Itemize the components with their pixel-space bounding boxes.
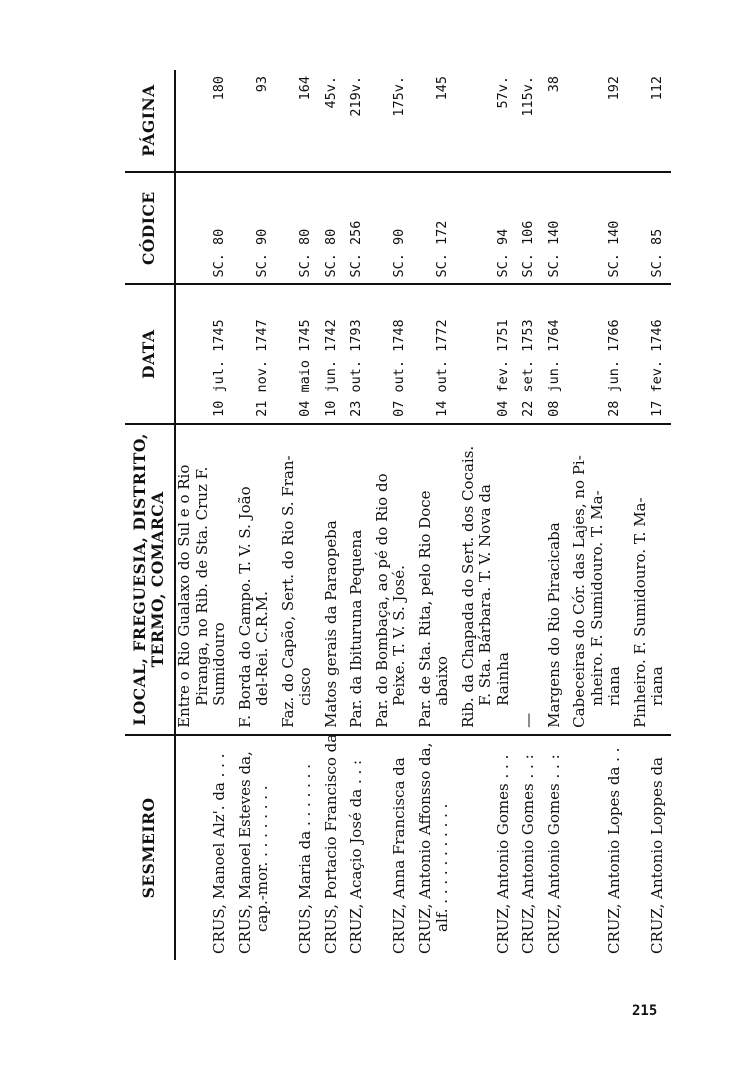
local-line: Entre o Rio Gualaxo do Sul e o Rio <box>175 464 193 728</box>
pagina-line: 112 <box>649 76 665 101</box>
table-row <box>516 70 542 960</box>
cell-sesmeiro <box>567 735 628 960</box>
cell-sesmeiro <box>542 735 568 960</box>
cell-pagina <box>413 70 456 172</box>
sesmeiro-line: alf. . . . . . . . . . . . <box>433 803 451 932</box>
cell-sesmeiro <box>370 735 413 960</box>
table-row <box>542 70 568 960</box>
cell-data <box>567 284 628 423</box>
codice-line: SC. 90 <box>254 228 270 278</box>
header-local-line2: TERMO, COMARCA <box>147 491 167 668</box>
cell-pagina <box>456 70 517 172</box>
codice-line: SC. 256 <box>348 220 364 278</box>
cell-local <box>628 424 671 735</box>
local-line: F. Borda do Campo. T. V. S. João <box>235 486 254 728</box>
cell-local <box>233 424 276 735</box>
table-row <box>233 70 276 960</box>
cell-local <box>344 424 370 735</box>
pagina-line: 93 <box>254 76 270 93</box>
cell-pagina <box>233 70 276 172</box>
cell-codice <box>542 172 568 285</box>
table-row <box>344 70 370 960</box>
local-line: Pinheiro. F. Sumidouro. T. Ma- <box>630 497 649 728</box>
table-row <box>175 70 233 960</box>
data-line: 17 fev. 1746 <box>649 319 665 417</box>
local-line: abaixo <box>433 656 451 706</box>
cell-pagina <box>344 70 370 172</box>
local-line: — <box>519 712 537 728</box>
sesmeiro-line: CRUS, Manoel Alz'. da . . . <box>210 753 228 954</box>
header-data: DATA <box>125 284 175 423</box>
local-line: Piranga, no Rib. de Sta. Cruz F. <box>192 466 211 706</box>
sesmeiro-line: CRUS, Manoel Esteves da, <box>235 751 254 954</box>
data-line: 22 set. 1753 <box>520 319 536 417</box>
cell-sesmeiro <box>344 735 370 960</box>
cell-sesmeiro <box>516 735 542 960</box>
cell-sesmeiro <box>233 735 276 960</box>
pagina-line: 175v. <box>391 76 407 117</box>
local-line: Rib. da Chapada do Sert. dos Cocais. <box>458 445 477 728</box>
pagina-line: 115v. <box>520 76 536 117</box>
codice-line: SC. 90 <box>391 228 407 278</box>
sesmeiro-line: cap.-mor. . . . . . . . . <box>253 785 271 932</box>
cell-pagina <box>276 70 319 172</box>
local-line: F. Sta. Bárbara. T. V. Nova da <box>476 484 494 706</box>
cell-data <box>276 284 319 423</box>
cell-data <box>344 284 370 423</box>
codice-line: SC. 94 <box>494 228 511 278</box>
sesmeiro-line: CRUZ, Antonio Gomes . . . <box>493 754 512 954</box>
cell-sesmeiro <box>413 735 456 960</box>
pagina-line: 164 <box>297 76 313 101</box>
local-line: Par. do Bombaça, ao pé do Rio do <box>372 473 391 728</box>
cell-codice <box>319 172 345 285</box>
local-line: del-Rei. C.R.M. <box>253 591 271 706</box>
header-pagina: PÁGINA <box>125 70 175 172</box>
cell-codice <box>233 172 276 285</box>
cell-codice <box>456 172 517 285</box>
data-line: 10 jun. 1742 <box>322 319 339 417</box>
header-local-line1: LOCAL, FREGUESIA, DISTRITO, <box>130 433 149 726</box>
local-line: Rainha <box>493 652 512 706</box>
codice-line: SC. 80 <box>322 228 339 278</box>
local-line: Par. da Ibituruna Pequena <box>347 529 365 728</box>
cell-pagina <box>542 70 568 172</box>
local-line: Cabeceiras do Cór. das Lajes, no Pi- <box>570 455 588 728</box>
sesmeiro-line: CRUZ, Antonio Lopes da . . <box>605 747 623 954</box>
local-line: Sumidouro <box>210 622 228 706</box>
cell-codice <box>628 172 671 285</box>
pagina-line: 145 <box>434 76 450 101</box>
sesmeiro-line: CRUZ, Antonio Loppes da <box>648 757 666 954</box>
codice-line: SC. 85 <box>649 228 665 278</box>
header-local <box>125 424 175 735</box>
local-line: riana <box>648 666 666 706</box>
cell-data <box>370 284 413 423</box>
pagina-line: 180 <box>211 76 227 101</box>
cell-local <box>276 424 319 735</box>
cell-pagina <box>370 70 413 172</box>
pagina-line: 192 <box>606 76 622 101</box>
local-line: Margens do Rio Piracicaba <box>544 522 563 728</box>
table-row <box>276 70 319 960</box>
sesmeiro-line: CRUZ, Antonio Gomes . . : <box>519 754 537 954</box>
cell-local <box>319 424 345 735</box>
header-codice: CÓDICE <box>125 172 175 285</box>
pagina-line: 57v. <box>494 76 511 109</box>
local-line: Peixe. T. V. S. José. <box>390 565 408 706</box>
cell-data <box>175 284 233 423</box>
data-line: 14 out. 1772 <box>434 319 450 417</box>
cell-codice <box>413 172 456 285</box>
data-line: 21 nov. 1747 <box>254 319 270 417</box>
table-row <box>370 70 413 960</box>
cell-pagina <box>516 70 542 172</box>
table-row <box>567 70 628 960</box>
cell-data <box>628 284 671 423</box>
cell-local <box>542 424 568 735</box>
local-line: cisco <box>296 667 314 706</box>
cell-sesmeiro <box>456 735 517 960</box>
sesmeiro-line: CRUZ, Antonio Affonsso da, <box>415 742 434 954</box>
codice-line: SC. 172 <box>434 220 450 278</box>
table-header-row <box>125 70 175 960</box>
data-line: 08 jun. 1764 <box>545 319 562 417</box>
header-sesmeiro: SESMEIRO <box>125 735 175 960</box>
cell-pagina <box>175 70 233 172</box>
sesmeiro-line: CRUZ, Anna Francisca da <box>390 757 408 954</box>
cell-local <box>567 424 628 735</box>
table-row <box>413 70 456 960</box>
cell-data <box>516 284 542 423</box>
codice-line: SC. 80 <box>211 228 227 278</box>
cell-codice <box>370 172 413 285</box>
sesmeiro-line: CRUS, Portacio Francisco da <box>321 733 340 954</box>
codice-line: SC. 106 <box>520 220 536 278</box>
data-line: 07 out. 1748 <box>391 319 407 417</box>
data-line: 28 jun. 1766 <box>606 319 622 417</box>
local-line: nheiro. F. Sumidouro. T. Ma- <box>587 490 606 706</box>
local-line: Par. de Sta. Rita, pelo Rio Doce <box>415 490 434 728</box>
cell-local <box>370 424 413 735</box>
cell-data <box>542 284 568 423</box>
local-line: Faz. do Capão, Sert. do Rio S. Fran- <box>278 455 297 728</box>
cell-data <box>456 284 517 423</box>
cell-data <box>319 284 345 423</box>
sesmeiro-line: CRUS, Maria da . . . . . . . <box>296 764 314 954</box>
codice-line: SC. 140 <box>545 220 562 278</box>
local-line: riana <box>605 666 623 706</box>
cell-codice <box>276 172 319 285</box>
cell-local <box>413 424 456 735</box>
table-row <box>628 70 671 960</box>
cell-codice <box>567 172 628 285</box>
pagina-line: 219v. <box>348 76 364 117</box>
cell-sesmeiro <box>319 735 345 960</box>
cell-pagina <box>628 70 671 172</box>
sesmeiro-line: CRUZ, Antonio Gomes . . : <box>544 754 563 954</box>
cell-sesmeiro <box>628 735 671 960</box>
data-line: 04 maio 1745 <box>297 319 313 417</box>
cell-sesmeiro <box>276 735 319 960</box>
pagina-line: 38 <box>545 76 562 93</box>
cell-local <box>175 424 233 735</box>
cell-sesmeiro <box>175 735 233 960</box>
cell-local <box>516 424 542 735</box>
cell-pagina <box>567 70 628 172</box>
cell-local <box>456 424 517 735</box>
table-row <box>456 70 517 960</box>
cell-data <box>233 284 276 423</box>
cell-data <box>413 284 456 423</box>
local-line: Matos gerais da Paraopeba <box>321 520 340 728</box>
table-body <box>175 70 671 960</box>
pagina-line: 45v. <box>322 76 339 109</box>
data-line: 23 out. 1793 <box>348 319 364 417</box>
sesmeiro-line: CRUZ, Acaçio José da . . : <box>347 759 365 954</box>
cell-codice <box>344 172 370 285</box>
codice-line: SC. 140 <box>606 220 622 278</box>
page-number: 215 <box>632 1003 658 1019</box>
cell-codice <box>175 172 233 285</box>
data-line: 04 fev. 1751 <box>494 319 511 417</box>
cell-pagina <box>319 70 345 172</box>
table-row <box>319 70 345 960</box>
rotated-table-wrapper <box>125 70 665 960</box>
data-line: 10 jul. 1745 <box>211 319 227 417</box>
cell-codice <box>516 172 542 285</box>
sesmarias-table <box>125 70 671 960</box>
codice-line: SC. 80 <box>297 228 313 278</box>
